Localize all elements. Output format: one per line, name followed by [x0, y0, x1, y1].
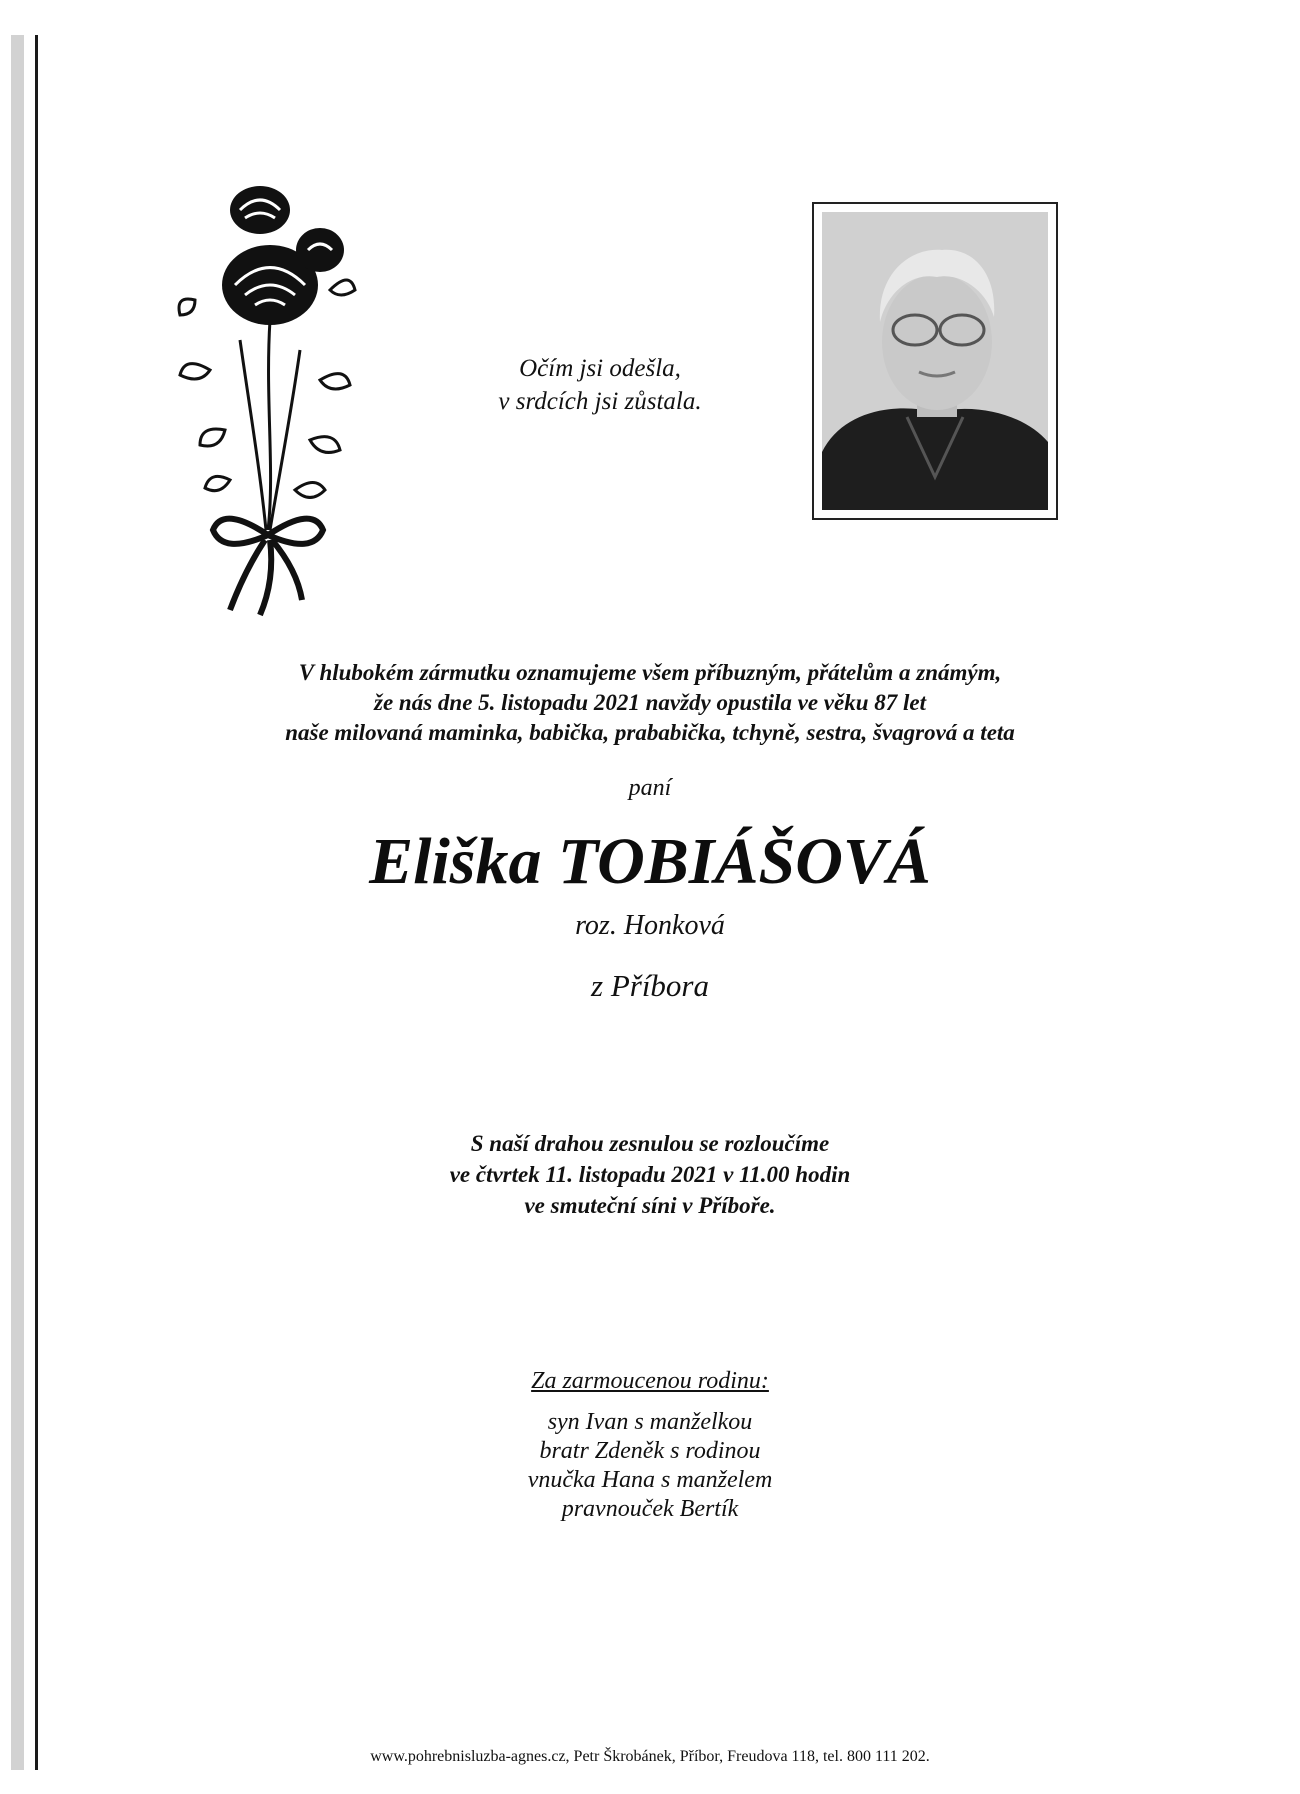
- deceased-name: Eliška TOBIÁŠOVÁ: [369, 825, 931, 898]
- funeral-service-footer: www.pohrebnisluzba-agnes.cz, Petr Škrobánek, Příbor, Freudova 118, tel. 800 111 202.: [370, 1748, 930, 1765]
- funeral-details: [150, 1128, 1150, 1221]
- farewell-line-2: ve čtvrtek 11. listopadu 2021 v 11.00 hodin: [449, 1162, 851, 1187]
- page-margin-gray-bar: [11, 35, 24, 1770]
- notice-line-3: naše milovaná maminka, babička, prababička, tchyně, sestra, švagrová a teta: [285, 720, 1015, 745]
- portrait-frame: [812, 202, 1058, 520]
- family-member: pravnouček Bertík: [561, 1496, 739, 1522]
- notice-line-2: že nás dne 5. listopadu 2021 navždy opustila ve věku 87 let: [374, 690, 926, 715]
- page-margin-black-line: [35, 35, 38, 1770]
- family-heading: Za zarmoucenou rodinu:: [531, 1368, 769, 1394]
- notice-line-1: V hlubokém zármutku oznamujeme všem příbuzným, přátelům a známým,: [298, 660, 1002, 685]
- family-list: [150, 1408, 1150, 1524]
- family-member: syn Ivan s manželkou: [547, 1409, 753, 1435]
- farewell-line-1: S naší drahou zesnulou se rozloučíme: [470, 1131, 830, 1156]
- rose-illustration: [170, 170, 370, 620]
- origin-town: z Příbora: [591, 968, 709, 1003]
- family-member: bratr Zdeněk s rodinou: [539, 1438, 761, 1464]
- motto-line-2: v srdcích jsi zůstala.: [498, 388, 702, 415]
- portrait-photo: [822, 212, 1048, 510]
- honorific: paní: [628, 775, 672, 801]
- motto: [450, 352, 750, 418]
- motto-line-1: Očím jsi odešla,: [519, 355, 681, 382]
- farewell-line-3: ve smuteční síni v Příboře.: [524, 1193, 776, 1218]
- maiden-name: roz. Honková: [575, 910, 725, 941]
- death-notice-text: [150, 658, 1150, 748]
- family-member: vnučka Hana s manželem: [527, 1467, 773, 1493]
